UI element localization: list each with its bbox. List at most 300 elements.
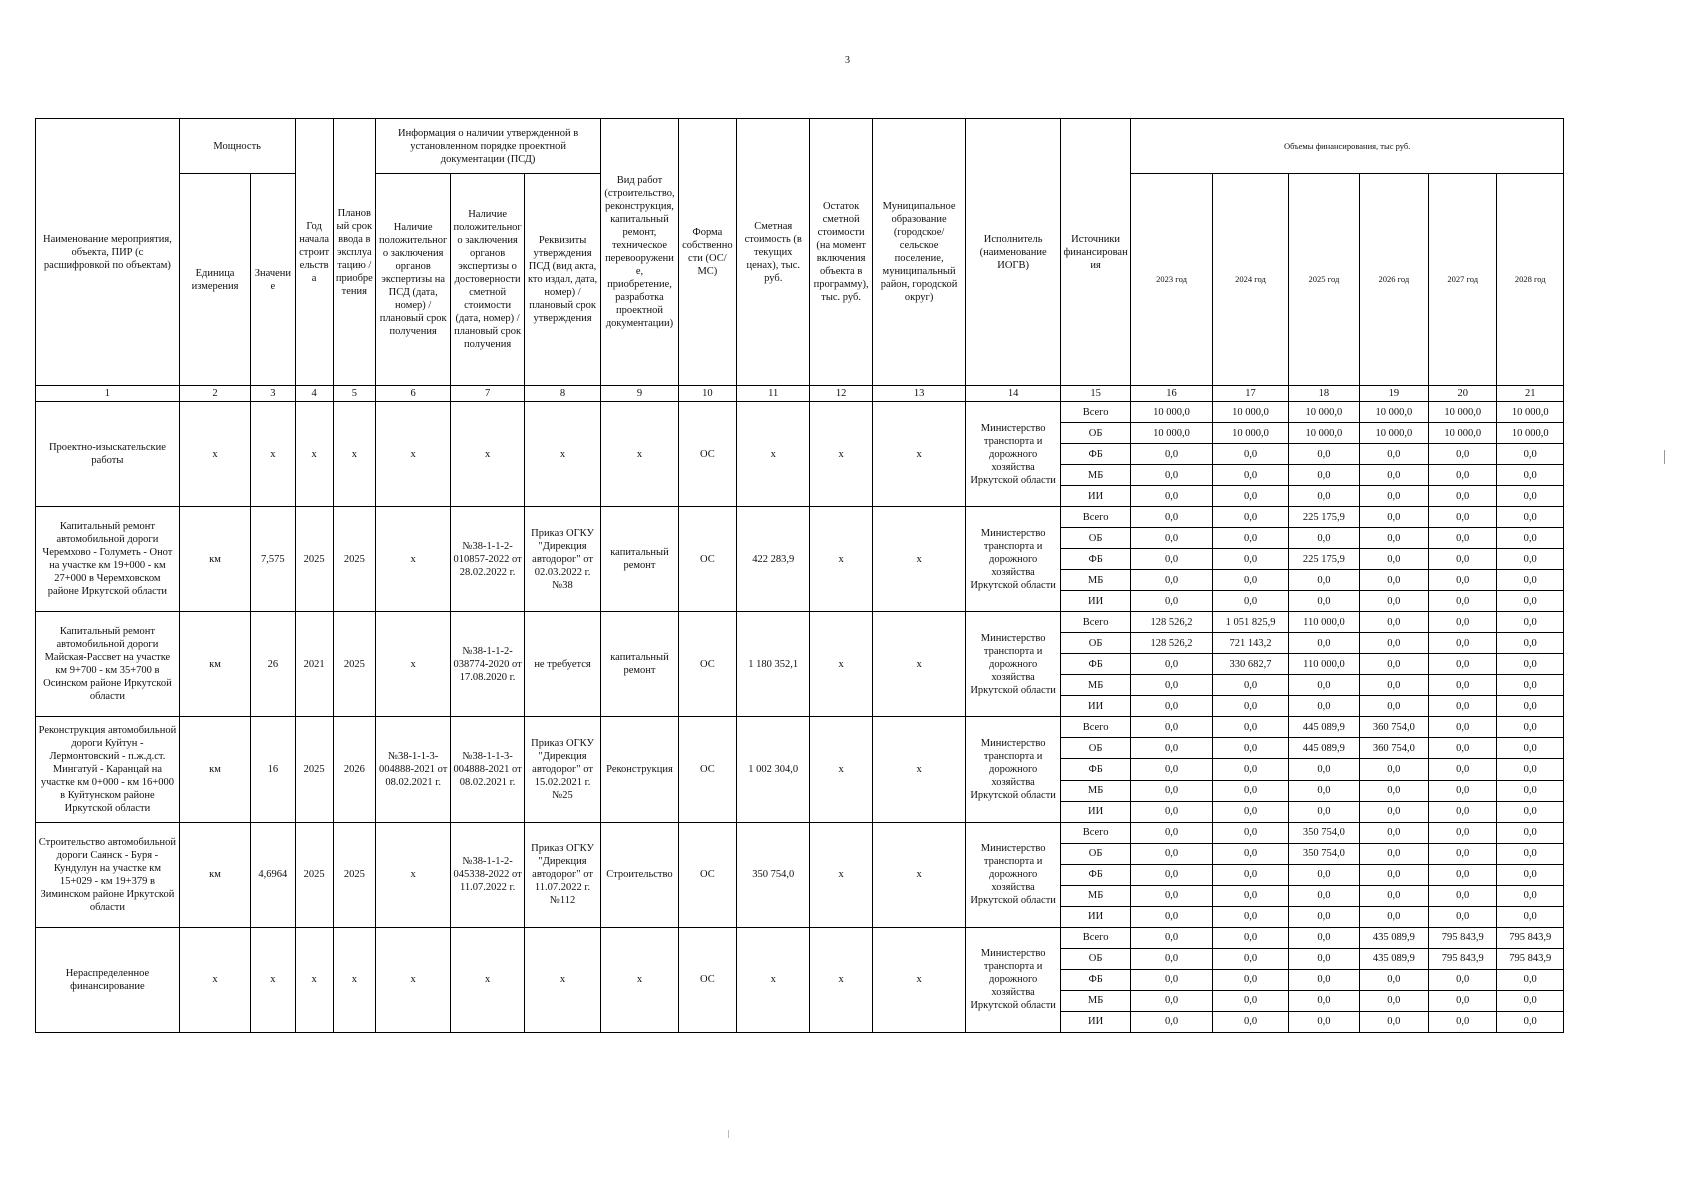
project-capacity-value: 4,6964 bbox=[251, 822, 295, 927]
project-unit: км bbox=[179, 612, 250, 717]
project-remaining-cost: x bbox=[810, 717, 872, 823]
funding-amount: 0,0 bbox=[1429, 654, 1497, 675]
funding-amount: 0,0 bbox=[1289, 906, 1359, 927]
project-psd-approval: x bbox=[524, 927, 600, 1032]
column-number: 15 bbox=[1060, 386, 1130, 402]
project-estimate-cost: 1 180 352,1 bbox=[737, 612, 810, 717]
project-start-year: 2025 bbox=[295, 717, 333, 823]
funding-amount: 0,0 bbox=[1497, 675, 1564, 696]
funding-amount: 0,0 bbox=[1212, 1011, 1288, 1032]
column-number: 4 bbox=[295, 386, 333, 402]
project-psd-expertise: x bbox=[375, 507, 450, 612]
funding-amount: 0,0 bbox=[1429, 738, 1497, 759]
funding-amount: 0,0 bbox=[1429, 675, 1497, 696]
funding-amount: 0,0 bbox=[1289, 570, 1359, 591]
funding-amount: 0,0 bbox=[1359, 444, 1428, 465]
column-number: 14 bbox=[966, 386, 1061, 402]
funding-amount: 0,0 bbox=[1429, 696, 1497, 717]
funding-amount: 350 754,0 bbox=[1289, 843, 1359, 864]
funding-source: Всего bbox=[1060, 717, 1130, 738]
column-number: 8 bbox=[524, 386, 600, 402]
funding-amount: 10 000,0 bbox=[1131, 402, 1212, 423]
funding-amount: 0,0 bbox=[1289, 528, 1359, 549]
header-year-2027: 2027 год bbox=[1429, 174, 1497, 386]
funding-amount: 0,0 bbox=[1131, 444, 1212, 465]
funding-amount: 0,0 bbox=[1359, 843, 1428, 864]
funding-amount: 0,0 bbox=[1359, 885, 1428, 906]
project-estimate-expertise: x bbox=[451, 927, 524, 1032]
project-municipality: x bbox=[872, 822, 966, 927]
project-executor: Министерство транспорта и дорожного хозяйства Иркутской области bbox=[966, 402, 1061, 507]
project-unit: x bbox=[179, 927, 250, 1032]
table-row bbox=[36, 507, 1564, 528]
funding-amount: 0,0 bbox=[1131, 528, 1212, 549]
funding-amount: 0,0 bbox=[1212, 885, 1288, 906]
project-start-year: 2025 bbox=[295, 822, 333, 927]
funding-amount: 0,0 bbox=[1429, 780, 1497, 801]
funding-amount: 0,0 bbox=[1289, 633, 1359, 654]
column-number: 20 bbox=[1429, 386, 1497, 402]
column-number: 2 bbox=[179, 386, 250, 402]
funding-amount: 10 000,0 bbox=[1359, 423, 1428, 444]
header-work-type: Вид работ (строительство, реконструкция, капитальный ремонт, техническое перевооружение, приобретение, разработка проектной документации) bbox=[601, 119, 678, 386]
funding-amount: 330 682,7 bbox=[1212, 654, 1288, 675]
funding-amount: 0,0 bbox=[1289, 675, 1359, 696]
column-number: 16 bbox=[1131, 386, 1212, 402]
project-remaining-cost: x bbox=[810, 612, 872, 717]
project-name: Проектно-изыскательские работы bbox=[36, 402, 180, 507]
funding-amount: 0,0 bbox=[1212, 969, 1288, 990]
header-planned-date: Плановый срок ввода в эксплуатацию / приобретения bbox=[333, 119, 375, 386]
project-psd-expertise: №38-1-1-3-004888-2021 от 08.02.2021 г. bbox=[375, 717, 450, 823]
project-unit: км bbox=[179, 717, 250, 823]
funding-amount: 0,0 bbox=[1429, 486, 1497, 507]
funding-amount: 0,0 bbox=[1289, 486, 1359, 507]
funding-amount: 0,0 bbox=[1497, 969, 1564, 990]
funding-amount: 0,0 bbox=[1359, 633, 1428, 654]
project-ownership: ОС bbox=[678, 402, 736, 507]
funding-amount: 0,0 bbox=[1497, 654, 1564, 675]
funding-amount: 0,0 bbox=[1497, 717, 1564, 738]
funding-amount: 0,0 bbox=[1289, 759, 1359, 780]
funding-source: ИИ bbox=[1060, 906, 1130, 927]
funding-amount: 0,0 bbox=[1212, 528, 1288, 549]
funding-amount: 0,0 bbox=[1497, 444, 1564, 465]
project-work-type: Строительство bbox=[601, 822, 678, 927]
funding-source: Всего bbox=[1060, 822, 1130, 843]
column-number: 12 bbox=[810, 386, 872, 402]
header-name: Наименование мероприятия, объекта, ПИР (с расшифровкой по объектам) bbox=[36, 119, 180, 386]
project-planned-date: 2025 bbox=[333, 507, 375, 612]
funding-amount: 0,0 bbox=[1131, 465, 1212, 486]
funding-amount: 435 089,9 bbox=[1359, 948, 1428, 969]
funding-amount: 10 000,0 bbox=[1131, 423, 1212, 444]
project-start-year: x bbox=[295, 402, 333, 507]
project-psd-approval: Приказ ОГКУ "Дирекция автодорог" от 02.03.2022 г. №38 bbox=[524, 507, 600, 612]
funding-amount: 128 526,2 bbox=[1131, 633, 1212, 654]
funding-amount: 0,0 bbox=[1359, 864, 1428, 885]
column-number: 17 bbox=[1212, 386, 1288, 402]
funding-amount: 0,0 bbox=[1359, 759, 1428, 780]
funding-source: ИИ bbox=[1060, 486, 1130, 507]
project-estimate-cost: 1 002 304,0 bbox=[737, 717, 810, 823]
project-municipality: x bbox=[872, 927, 966, 1032]
column-number-row bbox=[36, 386, 1564, 402]
funding-amount: 225 175,9 bbox=[1289, 549, 1359, 570]
header-value: Значение bbox=[251, 174, 295, 386]
funding-amount: 0,0 bbox=[1212, 780, 1288, 801]
funding-amount: 0,0 bbox=[1212, 759, 1288, 780]
funding-amount: 0,0 bbox=[1212, 927, 1288, 948]
funding-amount: 0,0 bbox=[1359, 549, 1428, 570]
project-planned-date: 2026 bbox=[333, 717, 375, 823]
funding-amount: 10 000,0 bbox=[1212, 402, 1288, 423]
funding-amount: 0,0 bbox=[1131, 780, 1212, 801]
funding-amount: 0,0 bbox=[1212, 801, 1288, 822]
funding-amount: 0,0 bbox=[1289, 591, 1359, 612]
funding-amount: 0,0 bbox=[1289, 465, 1359, 486]
funding-amount: 0,0 bbox=[1289, 948, 1359, 969]
funding-amount: 0,0 bbox=[1429, 570, 1497, 591]
funding-amount: 0,0 bbox=[1131, 864, 1212, 885]
column-number: 13 bbox=[872, 386, 966, 402]
project-ownership: ОС bbox=[678, 612, 736, 717]
funding-amount: 0,0 bbox=[1289, 696, 1359, 717]
funding-amount: 0,0 bbox=[1212, 549, 1288, 570]
funding-amount: 0,0 bbox=[1131, 675, 1212, 696]
funding-amount: 0,0 bbox=[1359, 486, 1428, 507]
funding-amount: 10 000,0 bbox=[1497, 402, 1564, 423]
funding-source: ФБ bbox=[1060, 969, 1130, 990]
funding-amount: 0,0 bbox=[1212, 465, 1288, 486]
funding-amount: 0,0 bbox=[1131, 591, 1212, 612]
funding-amount: 0,0 bbox=[1212, 675, 1288, 696]
funding-source: ФБ bbox=[1060, 864, 1130, 885]
financing-table bbox=[35, 118, 1564, 1033]
funding-amount: 0,0 bbox=[1359, 990, 1428, 1011]
funding-amount: 0,0 bbox=[1429, 549, 1497, 570]
project-estimate-expertise: x bbox=[451, 402, 524, 507]
funding-amount: 0,0 bbox=[1497, 780, 1564, 801]
header-year-2023: 2023 год bbox=[1131, 174, 1212, 386]
project-capacity-value: x bbox=[251, 402, 295, 507]
project-estimate-cost: x bbox=[737, 402, 810, 507]
funding-amount: 110 000,0 bbox=[1289, 612, 1359, 633]
funding-source: ИИ bbox=[1060, 696, 1130, 717]
funding-source: МБ bbox=[1060, 465, 1130, 486]
project-ownership: ОС bbox=[678, 927, 736, 1032]
funding-amount: 0,0 bbox=[1131, 843, 1212, 864]
project-executor: Министерство транспорта и дорожного хозяйства Иркутской области bbox=[966, 612, 1061, 717]
funding-amount: 0,0 bbox=[1429, 1011, 1497, 1032]
funding-amount: 0,0 bbox=[1131, 759, 1212, 780]
funding-amount: 10 000,0 bbox=[1429, 423, 1497, 444]
funding-source: МБ bbox=[1060, 885, 1130, 906]
project-executor: Министерство транспорта и дорожного хозяйства Иркутской области bbox=[966, 822, 1061, 927]
project-estimate-cost: x bbox=[737, 927, 810, 1032]
funding-amount: 0,0 bbox=[1131, 654, 1212, 675]
header-funding: Объемы финансирования, тыс руб. bbox=[1131, 119, 1564, 174]
header-psd-info: Информация о наличии утвержденной в установленном порядке проектной документации (ПСД) bbox=[375, 119, 600, 174]
project-capacity-value: x bbox=[251, 927, 295, 1032]
funding-source: ФБ bbox=[1060, 549, 1130, 570]
funding-amount: 0,0 bbox=[1497, 528, 1564, 549]
project-psd-expertise: x bbox=[375, 612, 450, 717]
funding-amount: 721 143,2 bbox=[1212, 633, 1288, 654]
table-row bbox=[36, 822, 1564, 843]
funding-amount: 445 089,9 bbox=[1289, 717, 1359, 738]
funding-amount: 0,0 bbox=[1497, 591, 1564, 612]
project-ownership: ОС bbox=[678, 822, 736, 927]
funding-amount: 0,0 bbox=[1212, 864, 1288, 885]
funding-amount: 0,0 bbox=[1289, 927, 1359, 948]
header-ownership: Форма собственности (ОС/МС) bbox=[678, 119, 736, 386]
header-capacity: Мощность bbox=[179, 119, 295, 174]
funding-amount: 0,0 bbox=[1359, 969, 1428, 990]
project-remaining-cost: x bbox=[810, 927, 872, 1032]
project-capacity-value: 26 bbox=[251, 612, 295, 717]
project-estimate-cost: 422 283,9 bbox=[737, 507, 810, 612]
funding-amount: 0,0 bbox=[1289, 990, 1359, 1011]
funding-amount: 0,0 bbox=[1131, 885, 1212, 906]
funding-amount: 0,0 bbox=[1497, 864, 1564, 885]
funding-amount: 0,0 bbox=[1429, 717, 1497, 738]
table-row bbox=[36, 402, 1564, 423]
column-number: 6 bbox=[375, 386, 450, 402]
project-work-type: Реконструкция bbox=[601, 717, 678, 823]
funding-amount: 0,0 bbox=[1429, 528, 1497, 549]
column-number: 7 bbox=[451, 386, 524, 402]
funding-amount: 0,0 bbox=[1497, 507, 1564, 528]
funding-amount: 0,0 bbox=[1497, 801, 1564, 822]
project-municipality: x bbox=[872, 612, 966, 717]
funding-amount: 0,0 bbox=[1497, 885, 1564, 906]
header-municipality: Муниципальное образование (городское/сельское поселение, муниципальный район, городской округ) bbox=[872, 119, 966, 386]
funding-amount: 0,0 bbox=[1212, 738, 1288, 759]
header-estimate-cost: Сметная стоимость (в текущих ценах), тыс. руб. bbox=[737, 119, 810, 386]
funding-amount: 795 843,9 bbox=[1497, 948, 1564, 969]
funding-amount: 0,0 bbox=[1497, 738, 1564, 759]
funding-amount: 0,0 bbox=[1497, 759, 1564, 780]
funding-source: МБ bbox=[1060, 675, 1130, 696]
project-remaining-cost: x bbox=[810, 822, 872, 927]
funding-amount: 795 843,9 bbox=[1497, 927, 1564, 948]
project-municipality: x bbox=[872, 402, 966, 507]
funding-source: ИИ bbox=[1060, 801, 1130, 822]
project-work-type: x bbox=[601, 927, 678, 1032]
funding-source: Всего bbox=[1060, 612, 1130, 633]
project-estimate-expertise: №38-1-1-2-038774-2020 от 17.08.2020 г. bbox=[451, 612, 524, 717]
funding-amount: 0,0 bbox=[1497, 843, 1564, 864]
page-number: 3 bbox=[845, 55, 850, 66]
funding-amount: 0,0 bbox=[1497, 486, 1564, 507]
funding-amount: 0,0 bbox=[1212, 822, 1288, 843]
project-unit: x bbox=[179, 402, 250, 507]
project-unit: км bbox=[179, 507, 250, 612]
funding-amount: 0,0 bbox=[1429, 465, 1497, 486]
funding-source: ОБ bbox=[1060, 738, 1130, 759]
project-name: Строительство автомобильной дороги Саянск - Буря - Кундулун на участке км 15+029 - км 19+379 в Зиминском районе Иркутской области bbox=[36, 822, 180, 927]
funding-amount: 0,0 bbox=[1212, 591, 1288, 612]
funding-amount: 0,0 bbox=[1429, 864, 1497, 885]
funding-amount: 225 175,9 bbox=[1289, 507, 1359, 528]
project-executor: Министерство транспорта и дорожного хозяйства Иркутской области bbox=[966, 927, 1061, 1032]
funding-amount: 0,0 bbox=[1212, 696, 1288, 717]
project-psd-approval: Приказ ОГКУ "Дирекция автодорог" от 11.07.2022 г. №112 bbox=[524, 822, 600, 927]
funding-source: ИИ bbox=[1060, 1011, 1130, 1032]
funding-amount: 0,0 bbox=[1429, 507, 1497, 528]
project-capacity-value: 16 bbox=[251, 717, 295, 823]
funding-amount: 0,0 bbox=[1429, 801, 1497, 822]
funding-source: Всего bbox=[1060, 927, 1130, 948]
funding-amount: 0,0 bbox=[1429, 990, 1497, 1011]
project-name: Реконструкция автомобильной дороги Куйтун - Лермонтовский - п.ж.д.ст. Мингатуй - Каранцай на участке км 0+000 - км 16+000 в Куйтунском районе Иркутской области bbox=[36, 717, 180, 823]
funding-amount: 1 051 825,9 bbox=[1212, 612, 1288, 633]
project-work-type: капитальный ремонт bbox=[601, 507, 678, 612]
funding-amount: 10 000,0 bbox=[1289, 423, 1359, 444]
funding-amount: 0,0 bbox=[1497, 549, 1564, 570]
funding-amount: 0,0 bbox=[1429, 843, 1497, 864]
funding-source: ФБ bbox=[1060, 654, 1130, 675]
funding-amount: 0,0 bbox=[1212, 444, 1288, 465]
funding-amount: 0,0 bbox=[1212, 717, 1288, 738]
column-number: 11 bbox=[737, 386, 810, 402]
funding-source: ФБ bbox=[1060, 759, 1130, 780]
funding-amount: 0,0 bbox=[1212, 948, 1288, 969]
project-municipality: x bbox=[872, 717, 966, 823]
funding-amount: 0,0 bbox=[1429, 906, 1497, 927]
project-name: Капитальный ремонт автомобильной дороги Майская-Рассвет на участке км 9+700 - км 35+700 в Осинском районе Иркутской области bbox=[36, 612, 180, 717]
funding-amount: 0,0 bbox=[1497, 570, 1564, 591]
header-sources: Источники финансирования bbox=[1060, 119, 1130, 386]
funding-amount: 0,0 bbox=[1212, 990, 1288, 1011]
column-number: 3 bbox=[251, 386, 295, 402]
funding-amount: 0,0 bbox=[1289, 780, 1359, 801]
funding-amount: 0,0 bbox=[1429, 969, 1497, 990]
funding-amount: 0,0 bbox=[1131, 822, 1212, 843]
table-row bbox=[36, 927, 1564, 948]
funding-amount: 0,0 bbox=[1497, 696, 1564, 717]
funding-amount: 0,0 bbox=[1497, 906, 1564, 927]
funding-amount: 0,0 bbox=[1359, 528, 1428, 549]
project-executor: Министерство транспорта и дорожного хозяйства Иркутской области bbox=[966, 507, 1061, 612]
column-number: 9 bbox=[601, 386, 678, 402]
funding-amount: 10 000,0 bbox=[1289, 402, 1359, 423]
funding-amount: 0,0 bbox=[1359, 1011, 1428, 1032]
project-planned-date: 2025 bbox=[333, 822, 375, 927]
funding-amount: 0,0 bbox=[1212, 507, 1288, 528]
funding-amount: 0,0 bbox=[1497, 990, 1564, 1011]
project-start-year: 2025 bbox=[295, 507, 333, 612]
funding-source: Всего bbox=[1060, 507, 1130, 528]
header-unit: Единица измерения bbox=[179, 174, 250, 386]
funding-source: ОБ bbox=[1060, 948, 1130, 969]
funding-amount: 0,0 bbox=[1429, 591, 1497, 612]
header-year-2025: 2025 год bbox=[1289, 174, 1359, 386]
funding-amount: 0,0 bbox=[1429, 822, 1497, 843]
funding-source: ОБ bbox=[1060, 423, 1130, 444]
funding-amount: 435 089,9 bbox=[1359, 927, 1428, 948]
funding-source: МБ bbox=[1060, 990, 1130, 1011]
funding-amount: 0,0 bbox=[1131, 948, 1212, 969]
funding-source: ФБ bbox=[1060, 444, 1130, 465]
funding-amount: 110 000,0 bbox=[1289, 654, 1359, 675]
header-year-2026: 2026 год bbox=[1359, 174, 1428, 386]
funding-amount: 128 526,2 bbox=[1131, 612, 1212, 633]
project-start-year: 2021 bbox=[295, 612, 333, 717]
column-number: 1 bbox=[36, 386, 180, 402]
column-number: 10 bbox=[678, 386, 736, 402]
project-remaining-cost: x bbox=[810, 507, 872, 612]
project-psd-approval: не требуется bbox=[524, 612, 600, 717]
project-estimate-expertise: №38-1-1-3-004888-2021 от 08.02.2021 г. bbox=[451, 717, 524, 823]
project-unit: км bbox=[179, 822, 250, 927]
project-start-year: x bbox=[295, 927, 333, 1032]
table-row bbox=[36, 612, 1564, 633]
project-estimate-cost: 350 754,0 bbox=[737, 822, 810, 927]
header-year-2024: 2024 год bbox=[1212, 174, 1288, 386]
scan-mark bbox=[728, 1130, 729, 1138]
funding-amount: 0,0 bbox=[1359, 696, 1428, 717]
project-estimate-expertise: №38-1-1-2-010857-2022 от 28.02.2022 г. bbox=[451, 507, 524, 612]
funding-amount: 0,0 bbox=[1289, 885, 1359, 906]
funding-amount: 0,0 bbox=[1131, 906, 1212, 927]
funding-amount: 350 754,0 bbox=[1289, 822, 1359, 843]
funding-amount: 0,0 bbox=[1212, 486, 1288, 507]
funding-amount: 0,0 bbox=[1131, 738, 1212, 759]
funding-amount: 0,0 bbox=[1359, 906, 1428, 927]
project-psd-approval: Приказ ОГКУ "Дирекция автодорог" от 15.02.2021 г. №25 bbox=[524, 717, 600, 823]
funding-amount: 795 843,9 bbox=[1429, 927, 1497, 948]
scan-mark bbox=[1664, 450, 1665, 464]
project-ownership: ОС bbox=[678, 507, 736, 612]
funding-amount: 10 000,0 bbox=[1429, 402, 1497, 423]
project-name: Нераспределенное финансирование bbox=[36, 927, 180, 1032]
project-estimate-expertise: №38-1-1-2-045338-2022 от 11.07.2022 г. bbox=[451, 822, 524, 927]
project-planned-date: x bbox=[333, 402, 375, 507]
funding-amount: 0,0 bbox=[1359, 465, 1428, 486]
funding-amount: 0,0 bbox=[1359, 654, 1428, 675]
project-work-type: x bbox=[601, 402, 678, 507]
funding-amount: 0,0 bbox=[1289, 444, 1359, 465]
funding-source: ИИ bbox=[1060, 591, 1130, 612]
column-number: 19 bbox=[1359, 386, 1428, 402]
funding-source: Всего bbox=[1060, 402, 1130, 423]
funding-source: ОБ bbox=[1060, 633, 1130, 654]
header-remaining-cost: Остаток сметной стоимости (на момент включения объекта в программу), тыс. руб. bbox=[810, 119, 872, 386]
funding-amount: 0,0 bbox=[1359, 570, 1428, 591]
funding-amount: 0,0 bbox=[1289, 1011, 1359, 1032]
header-year-2028: 2028 год bbox=[1497, 174, 1564, 386]
funding-amount: 0,0 bbox=[1429, 612, 1497, 633]
funding-source: ОБ bbox=[1060, 528, 1130, 549]
project-executor: Министерство транспорта и дорожного хозяйства Иркутской области bbox=[966, 717, 1061, 823]
funding-source: ОБ bbox=[1060, 843, 1130, 864]
funding-amount: 0,0 bbox=[1131, 969, 1212, 990]
funding-source: МБ bbox=[1060, 570, 1130, 591]
funding-amount: 0,0 bbox=[1131, 927, 1212, 948]
funding-source: МБ bbox=[1060, 780, 1130, 801]
project-planned-date: 2025 bbox=[333, 612, 375, 717]
funding-amount: 0,0 bbox=[1359, 507, 1428, 528]
funding-amount: 0,0 bbox=[1359, 675, 1428, 696]
funding-amount: 0,0 bbox=[1289, 801, 1359, 822]
funding-amount: 0,0 bbox=[1497, 1011, 1564, 1032]
funding-amount: 0,0 bbox=[1131, 549, 1212, 570]
project-remaining-cost: x bbox=[810, 402, 872, 507]
funding-amount: 0,0 bbox=[1359, 612, 1428, 633]
funding-amount: 0,0 bbox=[1131, 507, 1212, 528]
